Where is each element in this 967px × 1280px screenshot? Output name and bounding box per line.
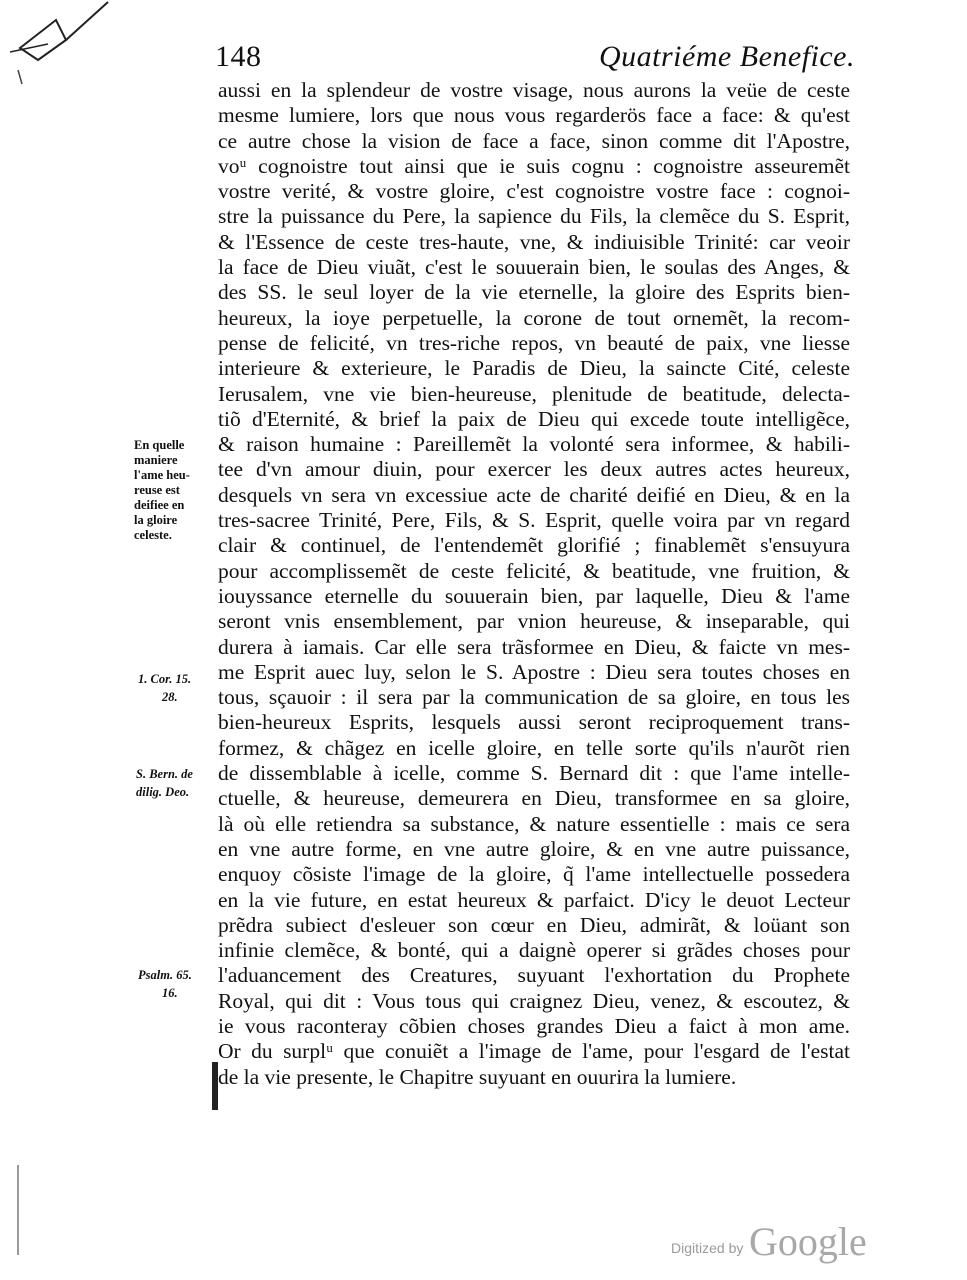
marginal-line: 16. — [162, 986, 178, 1000]
marginal-line: 1. Cor. 15. — [138, 672, 192, 686]
text-line: me Esprit auec luy, selon le S. Apostre : Dieu sera toutes choses en — [218, 659, 850, 684]
text-line: Ierusalem, vne vie bien-heureuse, plenitude de beatitude, delecta- — [218, 381, 850, 406]
text-line: en la vie future, en estat heureux & parfaict. D'icy le deuot Lecteur — [218, 887, 850, 912]
page-header — [215, 40, 855, 80]
marginal-line: celeste. — [134, 528, 172, 542]
text-line: durera à iamais. Car elle sera trãsformee en Dieu, & faicte vn mes- — [218, 634, 850, 659]
text-line: Royal, qui dit : Vous tous qui craignez Dieu, venez, & escoutez, & — [218, 988, 850, 1013]
text-line: ie vous raconteray cõbien choses grandes Dieu a faict à mon ame. — [218, 1013, 850, 1038]
marginal-reference — [138, 670, 191, 706]
text-line: l'aduancement des Creatures, suyuant l'exhortation du Prophete — [218, 963, 850, 988]
marginal-line: l'ame heu- — [134, 468, 190, 482]
text-line: de dissemblable à icelle, comme S. Bernard dit : que l'ame intelle- — [218, 761, 850, 786]
text-line: ctuelle, & heureuse, demeurera en Dieu, transformee en sa gloire, — [218, 786, 850, 811]
text-line: voᵘ cognoistre tout ainsi que ie suis cognu : cognoistre asseuremẽt — [218, 153, 850, 178]
google-logo-text: Google — [749, 1219, 867, 1264]
marginal-line: maniere — [134, 453, 178, 467]
text-line: mesme lumiere, lors que nous vous regarderös face a face: & qu'est — [218, 103, 850, 128]
text-line: là où elle retiendra sa substance, & nature essentielle : mais ce sera — [218, 811, 850, 836]
text-line: infinie clemẽce, & bonté, qui a daignè operer si grãdes choses pour — [218, 938, 850, 963]
text-line: aussi en la splendeur de vostre visage, nous aurons la veüe de ceste — [218, 78, 850, 102]
marginal-reference — [138, 966, 192, 1002]
marginal-note — [134, 438, 190, 543]
marginal-reference — [136, 765, 193, 801]
text-line: seront vnis ensemblement, par vnion heureuse, & inseparable, qui — [218, 609, 850, 634]
text-line: formez, & chãgez en icelle gloire, en telle sorte qu'ils n'aurõt rien — [218, 735, 850, 760]
digitized-by-text: Digitized by — [671, 1240, 744, 1256]
text-line: bien-heureux Esprits, lesquels aussi seront reciproquement trans- — [218, 710, 850, 735]
text-line: tee d'vn amour diuin, pour exercer les deux autres actes heureux, — [218, 457, 850, 482]
torn-corner-mark — [8, 0, 118, 90]
text-line: en vne autre forme, en vne autre gloire, & en vne autre puissance, — [218, 836, 850, 861]
text-line: pense de felicité, vn tres-riche repos, vn beauté de paix, vne liesse — [218, 330, 850, 355]
marginal-line: la gloire — [134, 513, 178, 527]
text-line: tous, sçauoir : il sera par la communication de sa gloire, en tous les — [218, 685, 850, 710]
text-line: prẽdra subiect d'esleuer son cœur en Dieu, admirãt, & loüant son — [218, 912, 850, 937]
page-edge-line — [17, 1165, 19, 1255]
marginal-line: reuse est — [134, 483, 180, 497]
page-number: 148 — [215, 40, 262, 73]
text-line: tiõ d'Eternité, & brief la paix de Dieu qui excede toute intelligẽce, — [218, 406, 850, 431]
text-line: stre la puissance du Pere, la sapience du Fils, la clemẽce du S. Esprit, — [218, 204, 850, 229]
marginal-line: En quelle — [134, 438, 185, 452]
marginal-line: Psalm. 65. — [138, 968, 192, 982]
marginal-line: 28. — [162, 690, 178, 704]
marginal-line: dilig. Deo. — [136, 785, 190, 799]
marginal-line: S. Bern. de — [136, 767, 193, 781]
text-line: interieure & exterieure, le Paradis de Dieu, la saincte Cité, celeste — [218, 356, 850, 381]
text-line: de la vie presente, le Chapitre suyuant en ouurira la lumiere. — [218, 1064, 737, 1089]
ink-mark — [212, 1062, 218, 1110]
text-line: heureux, la ioye perpetuelle, la corone de tout ornemẽt, la recom- — [218, 305, 850, 330]
text-line: & l'Essence de ceste tres-haute, vne, & indiuisible Trinité: car veoir — [218, 229, 850, 254]
text-line: pour accomplissemẽt de ceste felicité, & beatitude, vne fruition, & — [218, 558, 850, 583]
text-line: ce autre chose la vision de face a face, sinon comme dit l'Apostre, — [218, 128, 850, 153]
text-line: iouyssance eternelle du souuerain bien, par laquelle, Dieu & l'ame — [218, 583, 850, 608]
text-line: tres-sacree Trinité, Pere, Fils, & S. Esprit, quelle voira par vn regard — [218, 508, 850, 533]
digitized-watermark — [671, 1218, 871, 1268]
text-line: & raison humaine : Pareillemẽt la volonté sera informee, & habili- — [218, 432, 850, 457]
body-text — [218, 78, 850, 1090]
text-line: des SS. le seul loyer de la vie eternelle, la gloire des Esprits bien- — [218, 280, 850, 305]
running-title: Quatriéme Benefice. — [598, 40, 855, 73]
text-line: clair & continuel, de l'entendemẽt glorifié ; finablemẽt s'ensuyura — [218, 533, 850, 558]
text-line: enquoy cõsiste l'image de la gloire, q̃ l'ame intellectuelle possedera — [218, 862, 850, 887]
text-line: la face de Dieu viuãt, c'est le souuerain bien, le soulas des Anges, & — [218, 255, 850, 280]
text-line: vostre verité, & vostre gloire, c'est cognoistre vostre face : cognoi- — [218, 179, 850, 204]
marginal-line: deifiee en — [134, 498, 185, 512]
text-line: Or du surplᵘ que conuiẽt a l'image de l'ame, pour l'esgard de l'estat — [218, 1039, 850, 1064]
text-line: desquels vn sera vn excessiue acte de charité deifié en Dieu, & en la — [218, 482, 850, 507]
